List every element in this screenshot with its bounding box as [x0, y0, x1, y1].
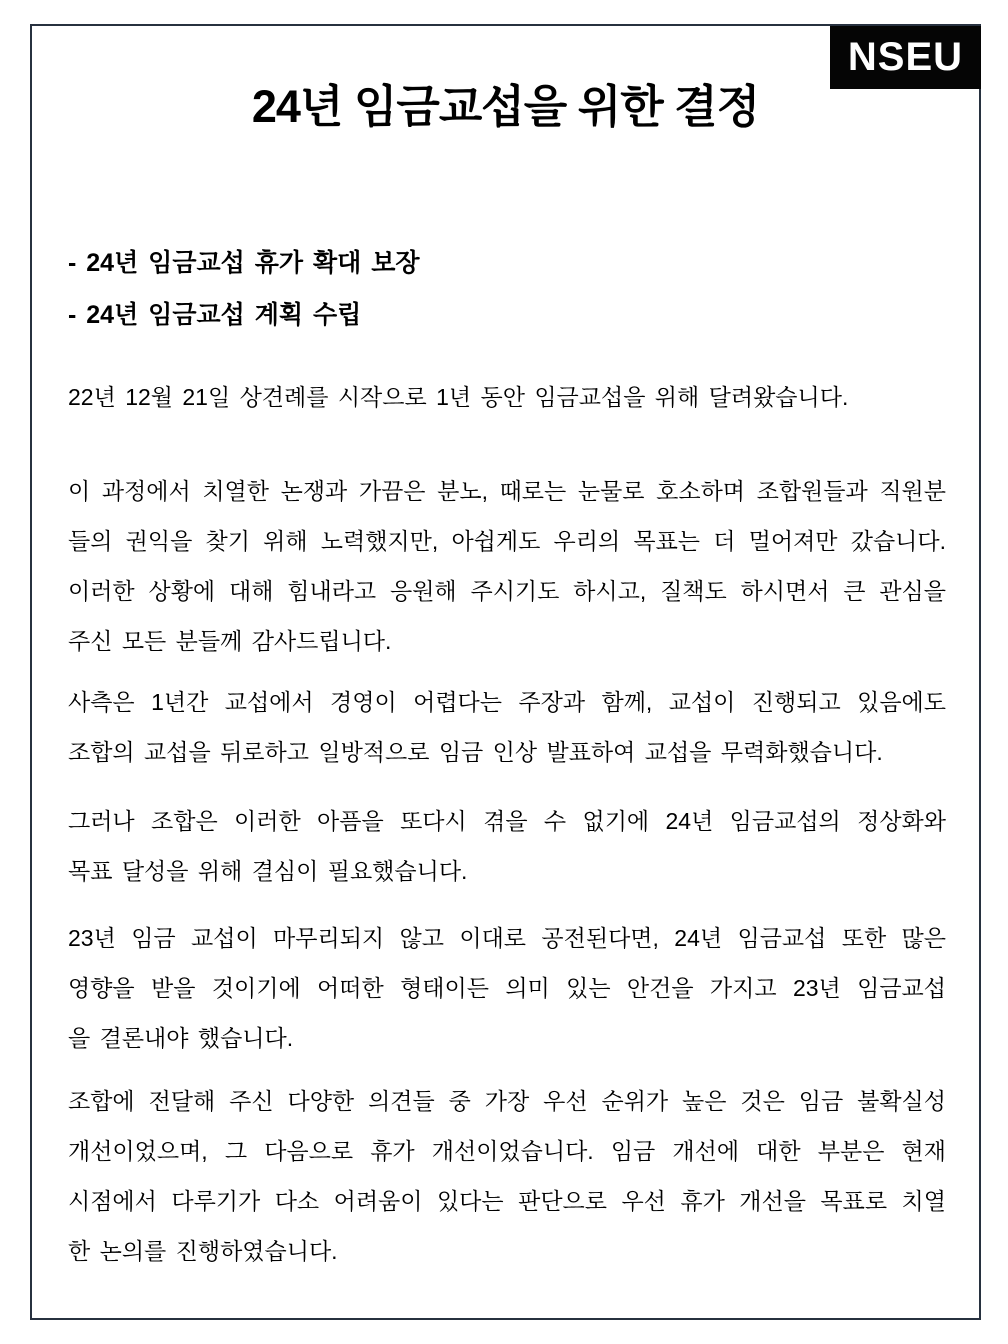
body-paragraph: [68, 466, 946, 666]
paragraphs: [68, 372, 946, 1276]
demand-item: - 24년 임금교섭 휴가 확대 보장: [68, 249, 420, 277]
body-paragraph: [68, 1076, 946, 1276]
paragraph-line: 목표 달성을 위해 결심이 필요했습니다.: [68, 858, 468, 884]
paragraph-line: 영향을 받을 것이기에 어떠한 형태이든 의미 있는 안건을 가지고 23년 임금교섭: [68, 975, 946, 1001]
paragraph-line: 한 논의를 진행하였습니다.: [68, 1238, 338, 1264]
paragraph-line: 들의 권익을 찾기 위해 노력했지만, 아쉽게도 우리의 목표는 더 멀어져만 갔습니다.: [68, 528, 946, 554]
document-title: 24년 임금교섭을 위한 결정: [251, 81, 760, 132]
nseu-logo: [830, 26, 981, 89]
paragraph-line: 23년 임금 교섭이 마무리되지 않고 이대로 공전된다면, 24년 임금교섭 또한 많은: [68, 925, 946, 951]
paragraph-line: 그러나 조합은 이러한 아픔을 또다시 겪을 수 없기에 24년 임금교섭의 정상화와: [68, 808, 946, 834]
body-paragraph: [68, 796, 946, 896]
demand-item: - 24년 임금교섭 계획 수립: [68, 301, 362, 329]
body-paragraph: [68, 372, 946, 422]
paragraph-line: 시점에서 다루기가 다소 어려움이 있다는 판단으로 우선 휴가 개선을 목표로 치열: [68, 1188, 946, 1214]
body-paragraph: [68, 913, 946, 1063]
document-body: [68, 237, 946, 1276]
paragraph-line: 조합의 교섭을 뒤로하고 일방적으로 임금 인상 발표하여 교섭을 무력화했습니다.: [68, 739, 883, 765]
body-paragraph: [68, 677, 946, 777]
paragraph-line: 개선이었으며, 그 다음으로 휴가 개선이었습니다. 임금 개선에 대한 부분은 현재: [68, 1138, 946, 1164]
nseu-logo-text: NSEU: [847, 35, 964, 79]
demand-list: [68, 237, 946, 341]
paragraph-line: 이러한 상황에 대해 힘내라고 응원해 주시기도 하시고, 질책도 하시면서 큰 관심을: [68, 578, 946, 604]
paragraph-line: 22년 12월 21일 상견례를 시작으로 1년 동안 임금교섭을 위해 달려왔습니다.: [68, 384, 849, 410]
paragraph-line: 이 과정에서 치열한 논쟁과 가끔은 분노, 때로는 눈물로 호소하며 조합원들과 직원분: [68, 478, 946, 504]
paragraph-line: 사측은 1년간 교섭에서 경영이 어렵다는 주장과 함께, 교섭이 진행되고 있음에도: [68, 689, 946, 715]
paragraph-line: 을 결론내야 했습니다.: [68, 1025, 294, 1051]
paragraph-line: 주신 모든 분들께 감사드립니다.: [68, 628, 392, 654]
paragraph-line: 조합에 전달해 주신 다양한 의견들 중 가장 우선 순위가 높은 것은 임금 불확실성: [68, 1088, 946, 1114]
